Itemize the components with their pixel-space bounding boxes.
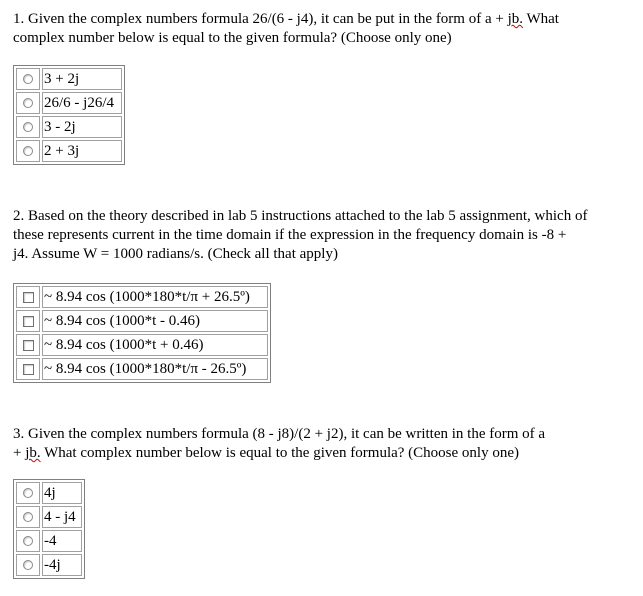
q3-option-label: -4 xyxy=(42,530,82,552)
q2-checkbox-1[interactable] xyxy=(23,292,34,303)
q1-line2: complex number below is equal to the given formula? (Choose only one) xyxy=(13,30,452,46)
q3-line1: 3. Given the complex numbers formula (8 - j8)/(2 + j2), it can be written in the form of a xyxy=(13,426,546,442)
q1-option-row[interactable] xyxy=(16,92,122,114)
q1-radio-2[interactable] xyxy=(23,98,33,108)
q3-radio-1[interactable] xyxy=(23,488,33,498)
q1-radio-4[interactable] xyxy=(23,146,33,156)
q3-options-table xyxy=(13,479,85,579)
q3-option-row[interactable] xyxy=(16,530,82,552)
q1-line1-post: What xyxy=(523,11,559,27)
q2-option-label: ~ 8.94 cos (1000*180*t/π - 26.5º) xyxy=(42,358,268,380)
q3-line2-pre: + xyxy=(13,445,26,461)
q2-line2: these represents current in the time domain if the expression in the frequency domain is -8 + xyxy=(13,227,567,243)
q2-option-row[interactable] xyxy=(16,286,268,308)
q3-option-row[interactable] xyxy=(16,506,82,528)
q1-option-row[interactable] xyxy=(16,140,122,162)
q1-jb-misspelled: jb. xyxy=(507,11,524,27)
q2-option-label: ~ 8.94 cos (1000*180*t/π + 26.5º) xyxy=(42,286,268,308)
q1-option-label: 3 - 2j xyxy=(42,116,122,138)
q2-line1: 2. Based on the theory described in lab 5 instructions attached to the lab 5 assignment, which of xyxy=(13,208,588,224)
q2-checkbox-4[interactable] xyxy=(23,364,34,375)
q3-option-label: 4 - j4 xyxy=(42,506,82,528)
q1-options-table xyxy=(13,65,125,165)
q2-options-table xyxy=(13,283,271,383)
q1-line1-pre: 1. Given the complex numbers formula 26/(6 - j4), it can be put in the form of a + xyxy=(13,11,508,27)
question-1-text xyxy=(13,10,559,48)
question-3-text xyxy=(13,425,545,463)
q1-option-row[interactable] xyxy=(16,68,122,90)
q2-option-row[interactable] xyxy=(16,358,268,380)
q1-option-label: 3 + 2j xyxy=(42,68,122,90)
q1-option-label: 2 + 3j xyxy=(42,140,122,162)
question-2-text xyxy=(13,207,587,264)
q3-option-label: -4j xyxy=(42,554,82,576)
q1-radio-1[interactable] xyxy=(23,74,33,84)
q2-option-row[interactable] xyxy=(16,310,268,332)
q3-radio-2[interactable] xyxy=(23,512,33,522)
q3-option-row[interactable] xyxy=(16,554,82,576)
q3-option-label: 4j xyxy=(42,482,82,504)
q3-radio-3[interactable] xyxy=(23,536,33,546)
q2-checkbox-3[interactable] xyxy=(23,340,34,351)
q3-option-row[interactable] xyxy=(16,482,82,504)
q2-option-label: ~ 8.94 cos (1000*t + 0.46) xyxy=(42,334,268,356)
q2-checkbox-2[interactable] xyxy=(23,316,34,327)
q1-option-row[interactable] xyxy=(16,116,122,138)
q3-jb-misspelled: jb. xyxy=(25,445,41,461)
q2-option-label: ~ 8.94 cos (1000*t - 0.46) xyxy=(42,310,268,332)
q1-radio-3[interactable] xyxy=(23,122,33,132)
q2-option-row[interactable] xyxy=(16,334,268,356)
q1-option-label: 26/6 - j26/4 xyxy=(42,92,122,114)
q3-radio-4[interactable] xyxy=(23,560,33,570)
q3-line2-post: What complex number below is equal to the given formula? (Choose only one) xyxy=(40,445,519,461)
q2-line3: j4. Assume W = 1000 radians/s. (Check all that apply) xyxy=(13,246,338,262)
